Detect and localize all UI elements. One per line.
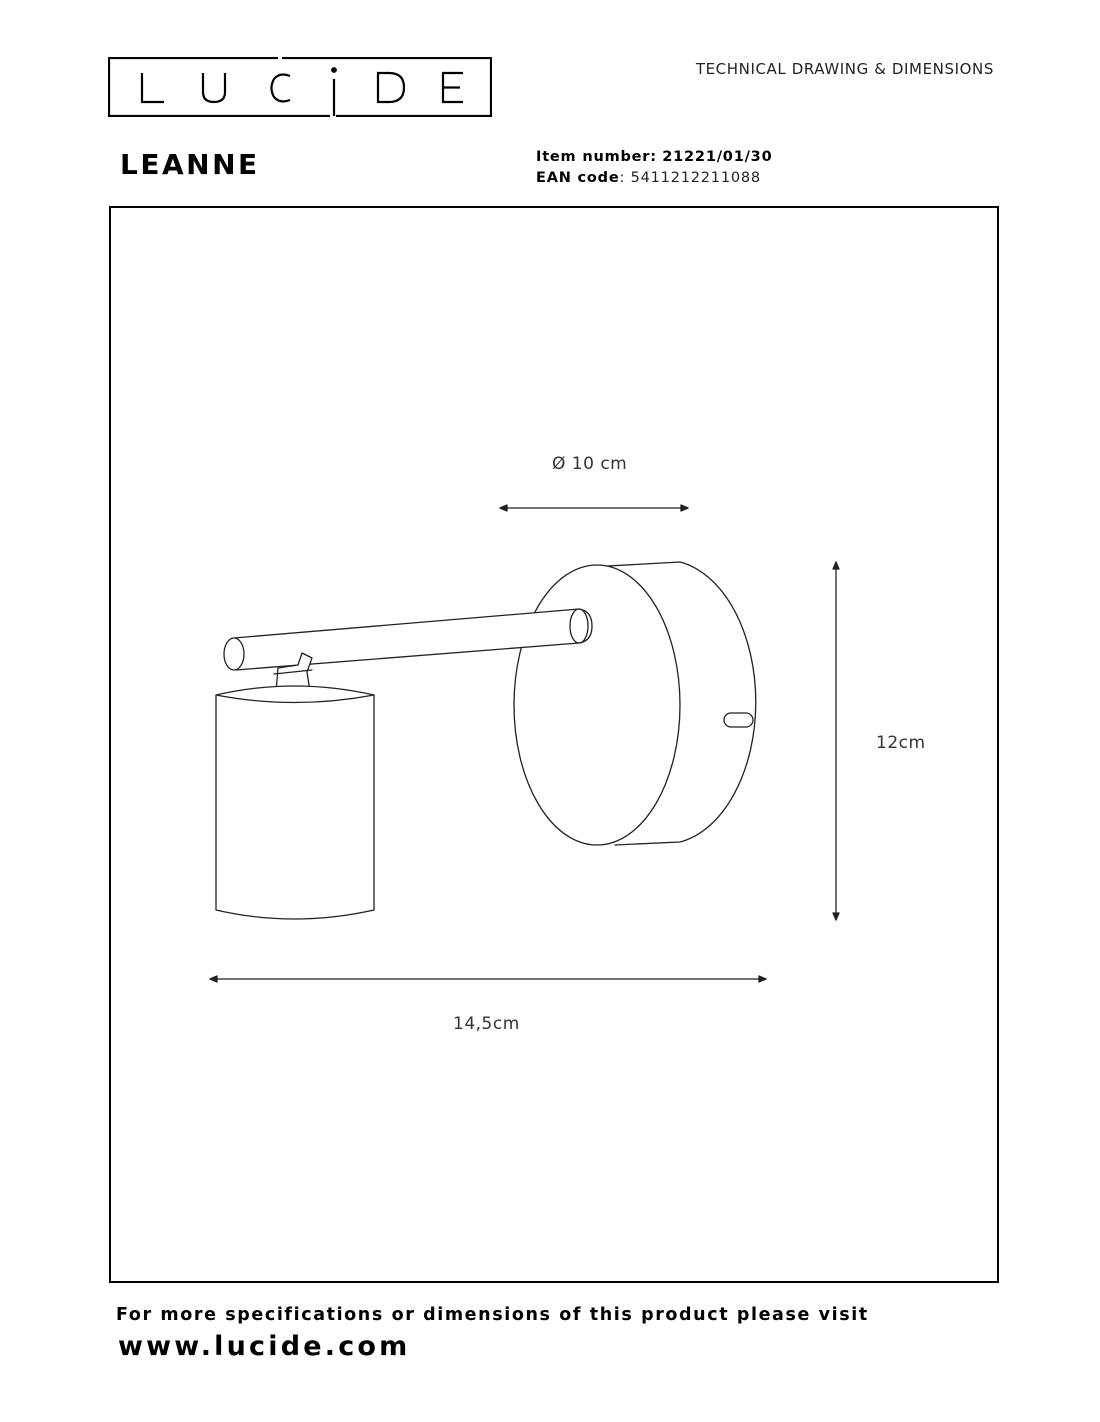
item-number-value: 21221/01/30: [662, 149, 773, 165]
item-number-label: Item number:: [536, 149, 657, 165]
diameter-label: Ø 10 cm: [552, 454, 628, 474]
product-name: LEANNE: [120, 148, 260, 181]
footer-note: For more specifications or dimensions of this product please visit: [116, 1305, 869, 1325]
document-type: TECHNICAL DRAWING & DIMENSIONS: [695, 60, 994, 78]
width-dimension-line: [210, 976, 766, 982]
ean-row: EAN code: 5411212211088: [536, 170, 761, 186]
height-dimension-line: [833, 562, 839, 920]
ean-value: 5411212211088: [630, 170, 761, 186]
wall-plate: [514, 562, 756, 845]
diameter-dimension-line: [500, 505, 688, 511]
width-label: 14,5cm: [453, 1014, 520, 1034]
ean-label: EAN code: [536, 170, 620, 186]
website-link[interactable]: www.lucide.com: [118, 1331, 411, 1362]
height-label: 12cm: [876, 733, 926, 753]
lamp-shade: [216, 686, 374, 919]
